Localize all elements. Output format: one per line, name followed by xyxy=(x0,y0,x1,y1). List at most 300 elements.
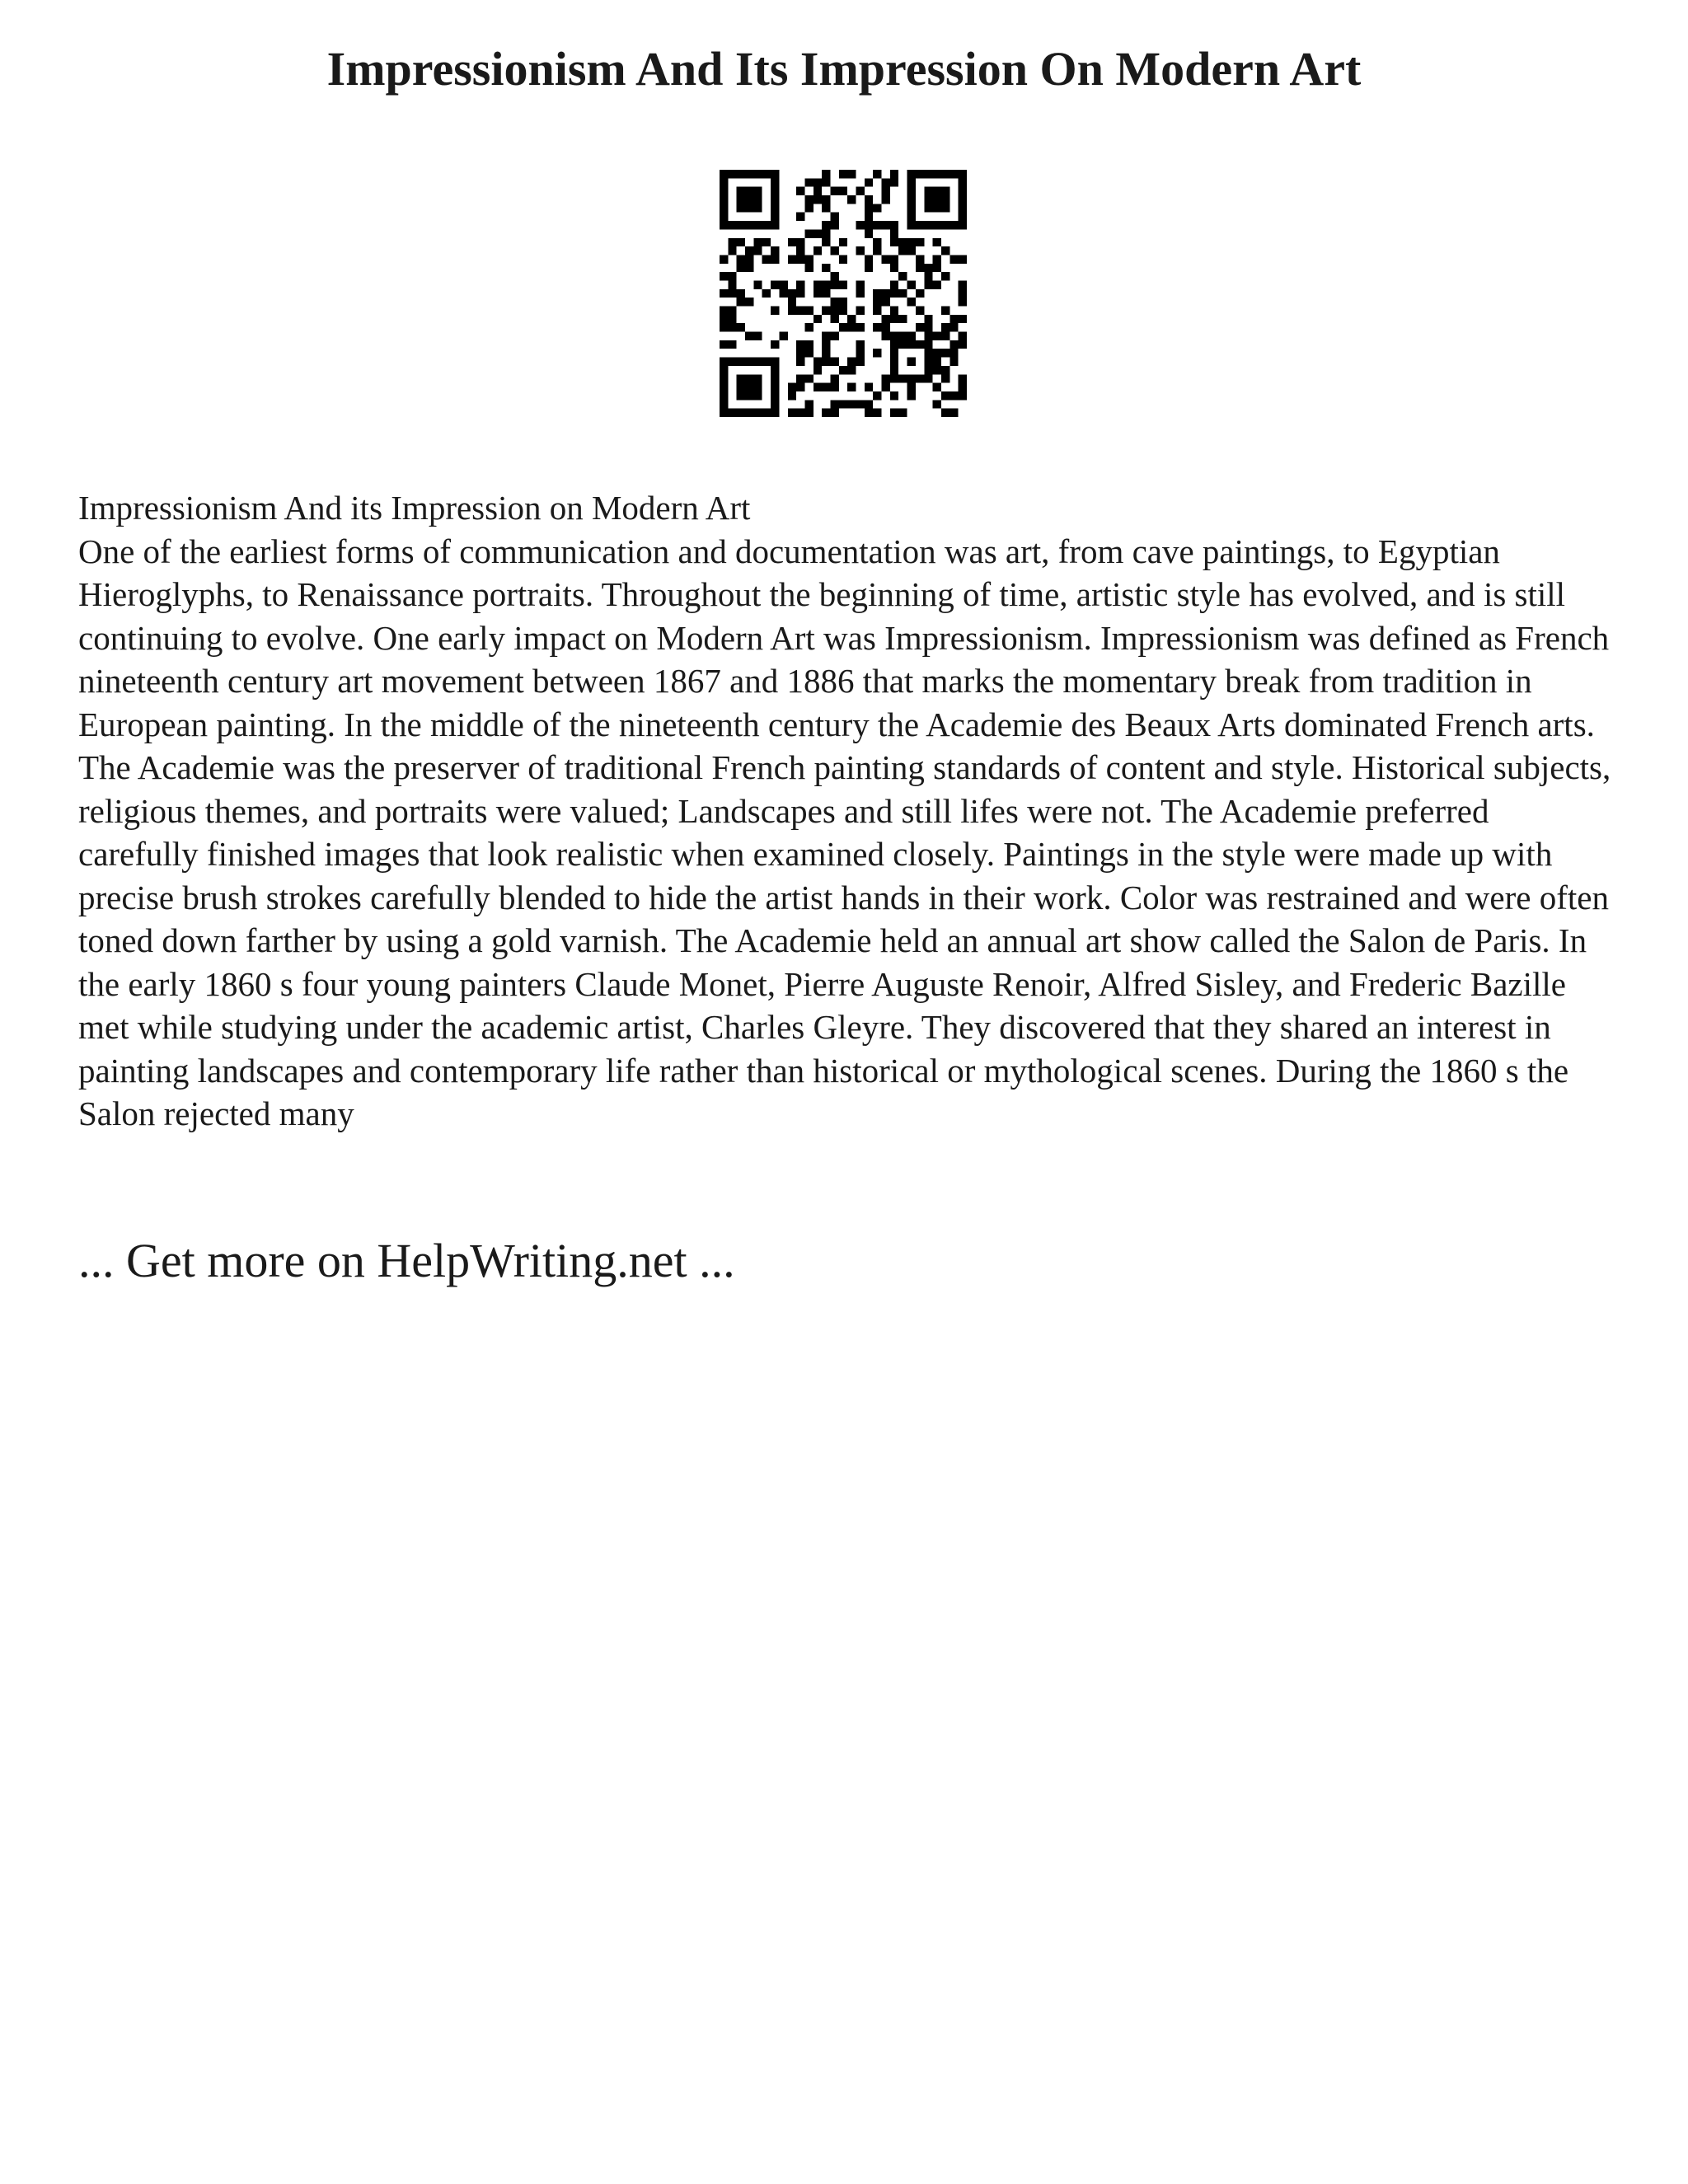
qr-module xyxy=(865,400,873,408)
qr-module xyxy=(847,383,856,391)
qr-module xyxy=(882,332,890,340)
qr-module xyxy=(745,383,753,391)
qr-module xyxy=(745,409,753,417)
qr-module xyxy=(916,255,924,263)
qr-code-image xyxy=(720,170,967,417)
qr-module xyxy=(822,289,830,298)
qr-module xyxy=(882,178,890,186)
qr-module xyxy=(882,221,890,229)
qr-module xyxy=(830,298,838,306)
qr-module xyxy=(771,358,779,366)
qr-module xyxy=(882,187,890,195)
qr-module xyxy=(771,170,779,178)
qr-module xyxy=(933,170,941,178)
qr-module xyxy=(890,315,898,323)
qr-module xyxy=(804,195,813,204)
qr-module xyxy=(745,298,753,306)
qr-module xyxy=(830,307,838,315)
qr-module xyxy=(771,195,779,204)
qr-module xyxy=(804,323,813,331)
qr-module xyxy=(890,229,898,237)
qr-module xyxy=(941,374,950,382)
qr-module xyxy=(737,255,745,263)
qr-module xyxy=(753,187,762,195)
qr-module xyxy=(933,383,941,391)
qr-module xyxy=(762,409,771,417)
qr-module xyxy=(822,332,830,340)
qr-module xyxy=(941,204,950,212)
qr-module xyxy=(959,204,967,212)
qr-module xyxy=(745,358,753,366)
qr-module xyxy=(847,323,856,331)
qr-module xyxy=(720,195,728,204)
qr-module xyxy=(814,383,822,391)
qr-module xyxy=(882,383,890,391)
qr-module xyxy=(804,264,813,272)
qr-module xyxy=(865,204,873,212)
qr-module xyxy=(882,289,890,298)
qr-module xyxy=(959,391,967,400)
qr-module xyxy=(737,238,745,246)
qr-module xyxy=(771,340,779,349)
qr-module xyxy=(856,340,865,349)
qr-module xyxy=(959,280,967,288)
qr-module xyxy=(873,298,881,306)
qr-module xyxy=(822,178,830,186)
qr-module xyxy=(720,255,728,263)
qr-module xyxy=(745,246,753,255)
qr-module xyxy=(771,391,779,400)
qr-module xyxy=(890,264,898,272)
qr-module xyxy=(728,315,736,323)
qr-module xyxy=(924,374,932,382)
qr-module xyxy=(737,195,745,204)
qr-module xyxy=(753,374,762,382)
qr-module xyxy=(950,349,958,357)
qr-module xyxy=(865,195,873,204)
qr-module xyxy=(728,221,736,229)
qr-module xyxy=(830,409,838,417)
qr-module xyxy=(847,195,856,204)
qr-module xyxy=(771,366,779,374)
qr-module xyxy=(737,204,745,212)
qr-module xyxy=(916,307,924,315)
qr-module xyxy=(745,264,753,272)
qr-module xyxy=(796,307,804,315)
qr-module xyxy=(924,170,932,178)
document-title: Impressionism And Its Impression On Modern Art xyxy=(326,42,1362,96)
qr-module xyxy=(728,272,736,280)
qr-module xyxy=(941,307,950,315)
qr-module xyxy=(856,280,865,288)
qr-module xyxy=(720,315,728,323)
qr-module xyxy=(728,358,736,366)
qr-module xyxy=(941,332,950,340)
qr-module xyxy=(839,400,847,408)
qr-module xyxy=(924,315,932,323)
qr-module xyxy=(779,280,787,288)
qr-module xyxy=(771,374,779,382)
qr-module xyxy=(839,307,847,315)
qr-module xyxy=(753,391,762,400)
qr-module xyxy=(830,280,838,288)
qr-module xyxy=(898,289,907,298)
qr-module xyxy=(720,383,728,391)
qr-module xyxy=(796,255,804,263)
qr-module xyxy=(796,213,804,221)
qr-module xyxy=(720,374,728,382)
qr-module xyxy=(941,195,950,204)
qr-module xyxy=(959,255,967,263)
qr-module xyxy=(941,187,950,195)
qr-module xyxy=(933,204,941,212)
qr-module xyxy=(898,409,907,417)
qr-module xyxy=(941,170,950,178)
qr-module xyxy=(865,255,873,263)
qr-module xyxy=(720,178,728,186)
qr-module xyxy=(924,323,932,331)
qr-module xyxy=(830,187,838,195)
qr-module xyxy=(796,246,804,255)
qr-module xyxy=(737,383,745,391)
qr-module xyxy=(814,246,822,255)
qr-module xyxy=(916,340,924,349)
qr-module xyxy=(779,289,787,298)
qr-module xyxy=(771,400,779,408)
qr-module xyxy=(728,323,736,331)
qr-module xyxy=(907,221,916,229)
qr-module xyxy=(941,349,950,357)
qr-module xyxy=(898,340,907,349)
qr-module xyxy=(950,409,958,417)
qr-module xyxy=(788,255,796,263)
qr-module xyxy=(950,340,958,349)
qr-module xyxy=(847,170,856,178)
qr-module xyxy=(745,187,753,195)
qr-module xyxy=(771,221,779,229)
qr-module xyxy=(856,349,865,357)
qr-module xyxy=(796,349,804,357)
qr-module xyxy=(898,246,907,255)
qr-module xyxy=(873,204,881,212)
qr-module xyxy=(814,187,822,195)
qr-module xyxy=(822,280,830,288)
qr-module xyxy=(882,298,890,306)
qr-module xyxy=(814,195,822,204)
qr-module xyxy=(796,409,804,417)
qr-code[interactable] xyxy=(720,170,967,417)
qr-module xyxy=(890,289,898,298)
qr-module xyxy=(814,315,822,323)
qr-module xyxy=(830,272,838,280)
qr-module xyxy=(898,332,907,340)
qr-module xyxy=(788,298,796,306)
qr-module xyxy=(814,229,822,237)
article-body xyxy=(78,486,1611,1136)
qr-module xyxy=(847,358,856,366)
qr-module xyxy=(865,178,873,186)
qr-module xyxy=(950,221,958,229)
qr-module xyxy=(933,187,941,195)
qr-module xyxy=(745,204,753,212)
qr-module xyxy=(873,323,881,331)
qr-module xyxy=(916,289,924,298)
qr-module xyxy=(737,298,745,306)
qr-module xyxy=(959,332,967,340)
qr-module xyxy=(720,358,728,366)
qr-module xyxy=(839,323,847,331)
article-subtitle: Impressionism And its Impression on Modern Art xyxy=(78,489,751,527)
qr-module xyxy=(796,340,804,349)
qr-module xyxy=(933,366,941,374)
qr-module xyxy=(822,358,830,366)
qr-module xyxy=(762,238,771,246)
qr-module xyxy=(720,307,728,315)
qr-module xyxy=(804,409,813,417)
qr-module xyxy=(959,383,967,391)
qr-module xyxy=(753,246,762,255)
qr-module xyxy=(907,298,916,306)
qr-module xyxy=(882,323,890,331)
qr-module xyxy=(839,366,847,374)
qr-module xyxy=(873,221,881,229)
qr-module xyxy=(890,374,898,382)
qr-module xyxy=(771,255,779,263)
qr-module xyxy=(907,178,916,186)
qr-module xyxy=(898,315,907,323)
qr-module xyxy=(959,178,967,186)
qr-module xyxy=(890,178,898,186)
qr-module xyxy=(907,332,916,340)
qr-module xyxy=(822,195,830,204)
qr-module xyxy=(847,315,856,323)
qr-module xyxy=(814,366,822,374)
qr-module xyxy=(796,187,804,195)
qr-module xyxy=(771,383,779,391)
qr-module xyxy=(771,246,779,255)
qr-module xyxy=(865,383,873,391)
qr-module xyxy=(788,238,796,246)
qr-module xyxy=(771,204,779,212)
article-paragraph: One of the earliest forms of communication and documentation was art, from cave paintings, to Egyptian Hieroglyphs, to Renaissance portraits. Throughout the beginning of time, artistic style has evolved, and is still continuing to evolve. One early impact on Modern Art was Impressionism. Impressionism was defined as French nineteenth century art movement between 1867 and 1886 that marks the momentary break from tradition in European painting. In the middle of the nineteenth century the Academie des Beaux Arts dominated French arts. The Academie was the preserver of traditional French painting standards of content and style. Historical subjects, religious themes, and portraits were valued; Landscapes and still lifes were not. The Academie preferred carefully finished images that look realistic when examined closely. Paintings in the style were made up with precise brush strokes carefully blended to hide the artist hands in their work. Color was restrained and were often toned down farther by using a gold varnish. The Academie held an annual art show called the Salon de Paris. In the early 1860 s four young painters Claude Monet, Pierre Auguste Renoir, Alfred Sisley, and Frederic Bazille met while studying under the academic artist, Charles Gleyre. They discovered that they shared an interest in painting landscapes and contemporary life rather than historical or mythological scenes. During the 1860 s the Salon rejected many xyxy=(78,532,1611,1132)
qr-module xyxy=(924,340,932,349)
qr-module xyxy=(873,391,881,400)
qr-module xyxy=(839,170,847,178)
qr-module xyxy=(933,255,941,263)
qr-module xyxy=(933,358,941,366)
qr-module xyxy=(745,170,753,178)
qr-module xyxy=(907,374,916,382)
qr-module xyxy=(728,246,736,255)
qr-module xyxy=(762,289,771,298)
qr-module xyxy=(959,187,967,195)
qr-module xyxy=(728,238,736,246)
qr-module xyxy=(924,204,932,212)
qr-module xyxy=(898,374,907,382)
qr-module xyxy=(907,187,916,195)
qr-module xyxy=(873,349,881,357)
qr-module xyxy=(822,221,830,229)
qr-module xyxy=(796,289,804,298)
qr-module xyxy=(737,187,745,195)
qr-module xyxy=(941,391,950,400)
qr-module xyxy=(924,272,932,280)
qr-module xyxy=(753,409,762,417)
qr-module xyxy=(830,221,838,229)
qr-module xyxy=(950,358,958,366)
qr-module xyxy=(830,315,838,323)
qr-module xyxy=(788,383,796,391)
qr-module xyxy=(753,238,762,246)
qr-module xyxy=(941,272,950,280)
qr-module xyxy=(737,170,745,178)
qr-module xyxy=(856,323,865,331)
qr-module xyxy=(924,280,932,288)
qr-module xyxy=(890,340,898,349)
qr-module xyxy=(890,170,898,178)
qr-module xyxy=(728,289,736,298)
qr-module xyxy=(830,213,838,221)
qr-module xyxy=(830,358,838,366)
qr-module xyxy=(865,409,873,417)
qr-module xyxy=(959,374,967,382)
qr-module xyxy=(890,332,898,340)
qr-module xyxy=(728,340,736,349)
qr-module xyxy=(720,323,728,331)
qr-module xyxy=(873,289,881,298)
qr-module xyxy=(728,280,736,288)
qr-module xyxy=(720,409,728,417)
qr-module xyxy=(890,280,898,288)
qr-module xyxy=(856,307,865,315)
qr-module xyxy=(839,187,847,195)
qr-module xyxy=(916,170,924,178)
qr-module xyxy=(796,238,804,246)
qr-module xyxy=(907,340,916,349)
qr-module xyxy=(830,400,838,408)
qr-module xyxy=(959,221,967,229)
qr-module xyxy=(916,323,924,331)
qr-module xyxy=(898,238,907,246)
qr-module xyxy=(804,178,813,186)
qr-module xyxy=(924,187,932,195)
qr-module xyxy=(916,238,924,246)
qr-module xyxy=(804,307,813,315)
qr-module xyxy=(907,204,916,212)
qr-module xyxy=(720,187,728,195)
qr-module xyxy=(959,170,967,178)
qr-module xyxy=(907,195,916,204)
qr-module xyxy=(941,409,950,417)
qr-module xyxy=(890,238,898,246)
qr-module xyxy=(933,332,941,340)
qr-module xyxy=(728,170,736,178)
qr-module xyxy=(924,366,932,374)
qr-module xyxy=(890,221,898,229)
qr-module xyxy=(720,170,728,178)
qr-module xyxy=(924,349,932,357)
qr-module xyxy=(950,391,958,400)
qr-module xyxy=(882,255,890,263)
qr-module xyxy=(907,238,916,246)
qr-module xyxy=(788,391,796,400)
qr-module xyxy=(873,307,881,315)
qr-module xyxy=(856,187,865,195)
qr-module xyxy=(771,213,779,221)
qr-module xyxy=(890,366,898,374)
qr-module xyxy=(950,255,958,263)
qr-module xyxy=(788,289,796,298)
qr-module xyxy=(882,195,890,204)
qr-module xyxy=(907,358,916,366)
qr-module xyxy=(839,280,847,288)
get-more-link[interactable]: ... Get more on HelpWriting.net ... xyxy=(78,1234,735,1287)
qr-module xyxy=(737,374,745,382)
qr-module xyxy=(830,374,838,382)
qr-module xyxy=(720,204,728,212)
qr-module xyxy=(822,238,830,246)
qr-module xyxy=(933,349,941,357)
qr-module xyxy=(737,358,745,366)
qr-module xyxy=(753,332,762,340)
qr-module xyxy=(822,264,830,272)
qr-module xyxy=(737,391,745,400)
qr-module xyxy=(890,358,898,366)
qr-module xyxy=(737,221,745,229)
qr-module xyxy=(720,221,728,229)
qr-module xyxy=(865,229,873,237)
qr-module xyxy=(907,213,916,221)
qr-module xyxy=(873,238,881,246)
qr-module xyxy=(907,391,916,400)
qr-module xyxy=(856,358,865,366)
qr-module xyxy=(804,400,813,408)
qr-module xyxy=(865,221,873,229)
qr-module xyxy=(865,213,873,221)
qr-module xyxy=(950,323,958,331)
qr-module xyxy=(753,195,762,204)
qr-module xyxy=(941,246,950,255)
qr-module xyxy=(814,289,822,298)
qr-module xyxy=(720,289,728,298)
qr-module xyxy=(737,409,745,417)
qr-module xyxy=(839,238,847,246)
qr-module xyxy=(916,374,924,382)
qr-module xyxy=(959,195,967,204)
qr-module xyxy=(720,213,728,221)
qr-module xyxy=(950,170,958,178)
qr-module xyxy=(745,391,753,400)
qr-module xyxy=(814,280,822,288)
qr-module xyxy=(804,340,813,349)
qr-module xyxy=(771,187,779,195)
qr-module xyxy=(779,332,787,340)
qr-module xyxy=(745,255,753,263)
qr-module xyxy=(933,280,941,288)
qr-module xyxy=(822,409,830,417)
qr-module xyxy=(933,400,941,408)
qr-module xyxy=(753,280,762,288)
qr-module xyxy=(924,195,932,204)
qr-module xyxy=(847,366,856,374)
qr-module xyxy=(890,409,898,417)
qr-module xyxy=(950,315,958,323)
qr-module xyxy=(890,391,898,400)
qr-module xyxy=(822,204,830,212)
qr-module xyxy=(907,383,916,391)
qr-module xyxy=(882,374,890,382)
qr-module xyxy=(788,409,796,417)
